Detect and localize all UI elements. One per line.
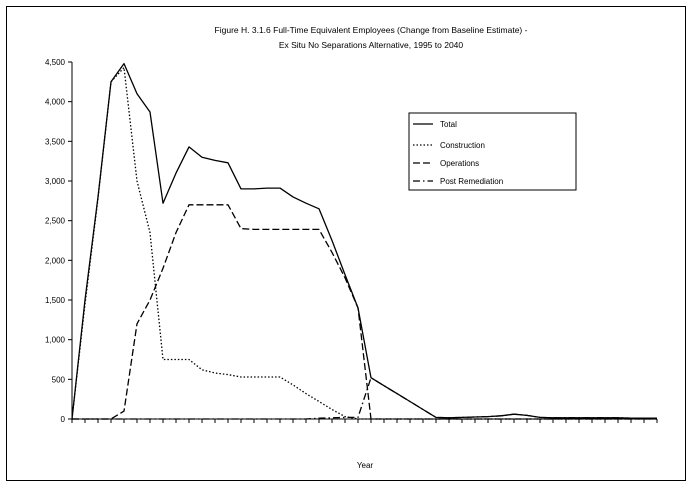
y-tick-label: 4,000	[44, 97, 65, 107]
y-tick-label: 500	[51, 375, 65, 385]
x-axis-label: Year	[356, 461, 374, 470]
legend-label-construction: Construction	[440, 141, 485, 150]
y-tick-label: 2,000	[44, 256, 65, 266]
y-tick-label: 2,500	[44, 216, 65, 226]
y-tick-label: 4,500	[44, 58, 65, 67]
legend-label-operations: Operations	[440, 159, 480, 168]
chart-title-line-2: Ex Situ No Separations Alternative, 1995 to 2040	[278, 40, 464, 50]
y-tick-label: 0	[60, 415, 65, 424]
series-line-operations	[72, 205, 657, 419]
legend	[409, 113, 576, 190]
series-line-post-remediation	[72, 378, 657, 419]
legend-label-total: Total	[440, 120, 457, 129]
legend-label-post-remediation: Post Remediation	[440, 177, 504, 186]
figure-border	[7, 7, 686, 481]
y-tick-label: 3,000	[44, 177, 65, 186]
chart-title-line-1: Figure H. 3.1.6 Full-Time Equivalent Employees (Change from Baseline Estimate) -	[214, 25, 528, 35]
series-group	[72, 64, 657, 419]
y-tick-label: 1,000	[44, 335, 65, 345]
y-tick-label: 1,500	[44, 296, 65, 305]
y-tick-label: 3,500	[44, 137, 65, 147]
